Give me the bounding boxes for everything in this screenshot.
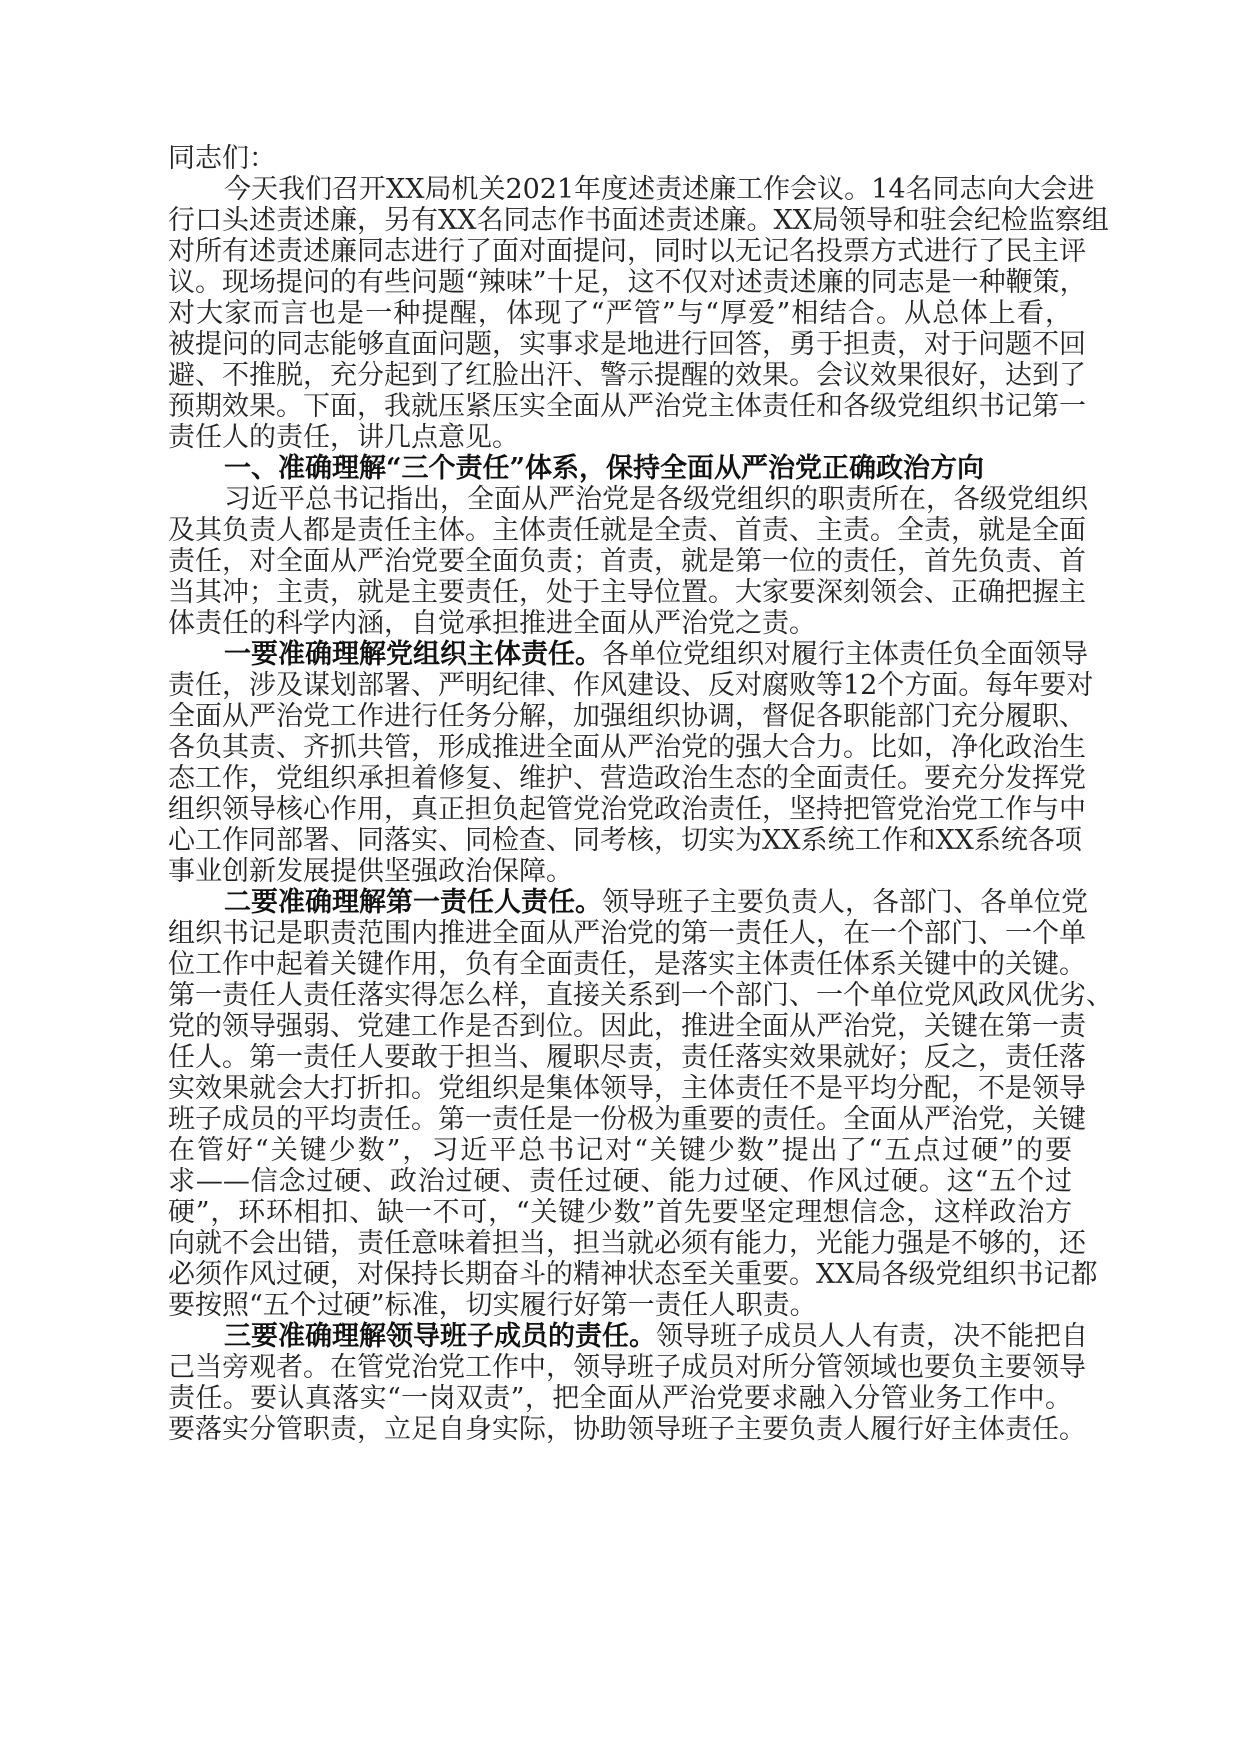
paragraph-lead: 三要准确理解领导班子成员的责任。 (224, 1321, 656, 1352)
line-text: 对所有述责述廉同志进行了面对面提问，同时以无记名投票方式进行了民主评 (168, 236, 1086, 267)
line-text: 行口头述责述廉，另有XX名同志作书面述责述廉。XX局领导和驻会纪检监察组 (168, 205, 1109, 236)
line-text: 责任。要认真落实“一岗双责”，把全面从严治党要求融入分管业务工作中。 (168, 1383, 1072, 1414)
line-text: 当其冲；主责，就是主要责任，处于主导位置。大家要深刻领会、正确把握主 (168, 577, 1086, 608)
document-page (168, 143, 1113, 1445)
line-text: 心工作同部署、同落实、同检查、同考核，切实为XX系统工作和XX系统各项 (168, 825, 1082, 856)
text-line (168, 1104, 1086, 1135)
line-text: 班子成员的平均责任。第一责任是一份极为重要的责任。全面从严治党，关键 (168, 1104, 1086, 1135)
body-paragraph (168, 484, 1088, 639)
salutation-paragraph (168, 143, 1072, 174)
paragraph-lead: 一要准确理解党组织主体责任。 (224, 639, 602, 670)
text-line (168, 298, 1072, 329)
text-line (168, 1321, 1088, 1352)
line-text: 责任，对全面从严治党要全面负责；首责，就是第一位的责任，首先负责、首 (168, 546, 1086, 577)
text-line (168, 732, 1086, 763)
text-line (168, 856, 1072, 887)
line-text: 责任人的责任，讲几点意见。 (168, 422, 519, 453)
body-paragraph (168, 1321, 1088, 1445)
text-line (168, 887, 1088, 918)
line-text: 对大家而言也是一种提醒，体现了“严管”与“厚爱”相结合。从总体上看， (168, 298, 1072, 329)
line-text: 要落实分管职责，立足自身实际，协助领导班子主要负责人履行好主体责任。 (168, 1414, 1086, 1445)
line-text: 体责任的科学内涵，自觉承担推进全面从严治党之责。 (168, 608, 816, 639)
text-line (168, 701, 1086, 732)
body-paragraph (168, 174, 1109, 453)
text-line (168, 1228, 1086, 1259)
text-line (168, 515, 1086, 546)
line-text: 硬”，环环相扣、缺一不可，“关键少数”首先要坚定理想信念，这样政治方 (168, 1197, 1072, 1228)
line-text: 领导班子主要负责人，各部门、各单位党 (602, 887, 1088, 918)
text-line (168, 1042, 1086, 1073)
line-text: 在管好“关键少数”，习近平总书记对“关键少数”提出了“五点过硬”的要 (168, 1135, 1072, 1166)
line-text: 组织书记是职责范围内推进全面从严治党的第一责任人，在一个部门、一个单 (168, 918, 1086, 949)
text-line (168, 1135, 1072, 1166)
line-text: 各负其责、齐抓共管，形成推进全面从严治党的强大合力。比如，净化政治生 (168, 732, 1086, 763)
text-line (168, 236, 1086, 267)
text-line (168, 546, 1086, 577)
body-paragraph (168, 639, 1094, 887)
section-heading (168, 453, 1072, 484)
text-line (168, 391, 1086, 422)
text-line (168, 639, 1088, 670)
text-line (168, 763, 1086, 794)
text-line (168, 1352, 1086, 1383)
text-line (168, 918, 1086, 949)
text-line (168, 329, 1086, 360)
text-line (168, 174, 1095, 205)
text-line (168, 1290, 1072, 1321)
text-line (168, 670, 1094, 701)
line-text: 向就不会出错，责任意味着担当，担当就必须有能力，光能力强是不够的，还 (168, 1228, 1086, 1259)
text-line (168, 1383, 1072, 1414)
text-line (168, 484, 1088, 515)
body-paragraph (168, 887, 1113, 1321)
text-line (168, 453, 1072, 484)
line-text: 组织领导核心作用，真正担负起管党治党政治责任，坚持把管党治党工作与中 (168, 794, 1086, 825)
line-text: 及其负责人都是责任主体。主体责任就是全责、首责、主责。全责，就是全面 (168, 515, 1086, 546)
line-text: 预期效果。下面，我就压紧压实全面从严治党主体责任和各级党组织书记第一 (168, 391, 1086, 422)
text-line (168, 1073, 1086, 1104)
line-text: 责任，涉及谋划部署、严明纪律、作风建设、反对腐败等12个方面。每年要对 (168, 670, 1094, 701)
line-text: 事业创新发展提供坚强政治保障。 (168, 856, 573, 887)
line-text: 己当旁观者。在管党治党工作中，领导班子成员对所分管领域也要负主要领导 (168, 1352, 1086, 1383)
line-text: 习近平总书记指出，全面从严治党是各级党组织的职责所在，各级党组织 (224, 484, 1088, 515)
text-line (168, 267, 1087, 298)
text-line (168, 360, 1086, 391)
line-text: 避、不推脱，充分起到了红脸出汗、警示提醒的效果。会议效果很好，达到了 (168, 360, 1086, 391)
text-line (168, 422, 1072, 453)
line-text: 各单位党组织对履行主体责任负全面领导 (602, 639, 1088, 670)
text-line (168, 794, 1086, 825)
text-line (168, 825, 1082, 856)
line-text: 党的领导强弱、党建工作是否到位。因此，推进全面从严治党，关键在第一责 (168, 1011, 1086, 1042)
text-line (168, 1197, 1072, 1228)
line-text: 第一责任人责任落实得怎么样，直接关系到一个部门、一个单位党风政风优劣、 (168, 980, 1113, 1011)
line-text: 议。现场提问的有些问题“辣味”十足，这不仅对述责述廉的同志是一种鞭策， (168, 267, 1087, 298)
line-text: 今天我们召开XX局机关2021年度述责述廉工作会议。14名同志向大会进 (224, 174, 1095, 205)
text-line (168, 1011, 1086, 1042)
line-text: 要按照“五个过硬”标准，切实履行好第一责任人职责。 (168, 1290, 817, 1321)
text-line (168, 608, 1072, 639)
text-line (168, 205, 1109, 236)
document-body (168, 174, 1113, 1445)
line-text: 态工作，党组织承担着修复、维护、营造政治生态的全面责任。要充分发挥党 (168, 763, 1086, 794)
text-line (168, 1414, 1086, 1445)
line-text: 位工作中起着关键作用，负有全面责任，是落实主体责任体系关键中的关键。 (168, 949, 1086, 980)
text-line (168, 980, 1113, 1011)
line-text: 任人。第一责任人要敢于担当、履职尽责，责任落实效果就好；反之，责任落 (168, 1042, 1086, 1073)
line-text: 领导班子成员人人有责，决不能把自 (656, 1321, 1088, 1352)
text-line (168, 1166, 1072, 1197)
text-line (168, 577, 1086, 608)
text-line (168, 1259, 1098, 1290)
heading-text: 一、准确理解“三个责任”体系，保持全面从严治党正确政治方向 (224, 453, 985, 484)
salutation: 同志们： (168, 143, 276, 174)
line-text: 全面从严治党工作进行任务分解，加强组织协调，督促各职能部门充分履职、 (168, 701, 1086, 732)
line-text: 必须作风过硬，对保持长期奋斗的精神状态至关重要。XX局各级党组织书记都 (168, 1259, 1098, 1290)
line-text: 实效果就会大打折扣。党组织是集体领导，主体责任不是平均分配，不是领导 (168, 1073, 1086, 1104)
line-text: 求——信念过硬、政治过硬、责任过硬、能力过硬、作风过硬。这“五个过 (168, 1166, 1072, 1197)
text-line (168, 949, 1086, 980)
line-text: 被提问的同志能够直面问题，实事求是地进行回答，勇于担责，对于问题不回 (168, 329, 1086, 360)
paragraph-lead: 二要准确理解第一责任人责任。 (224, 887, 602, 918)
